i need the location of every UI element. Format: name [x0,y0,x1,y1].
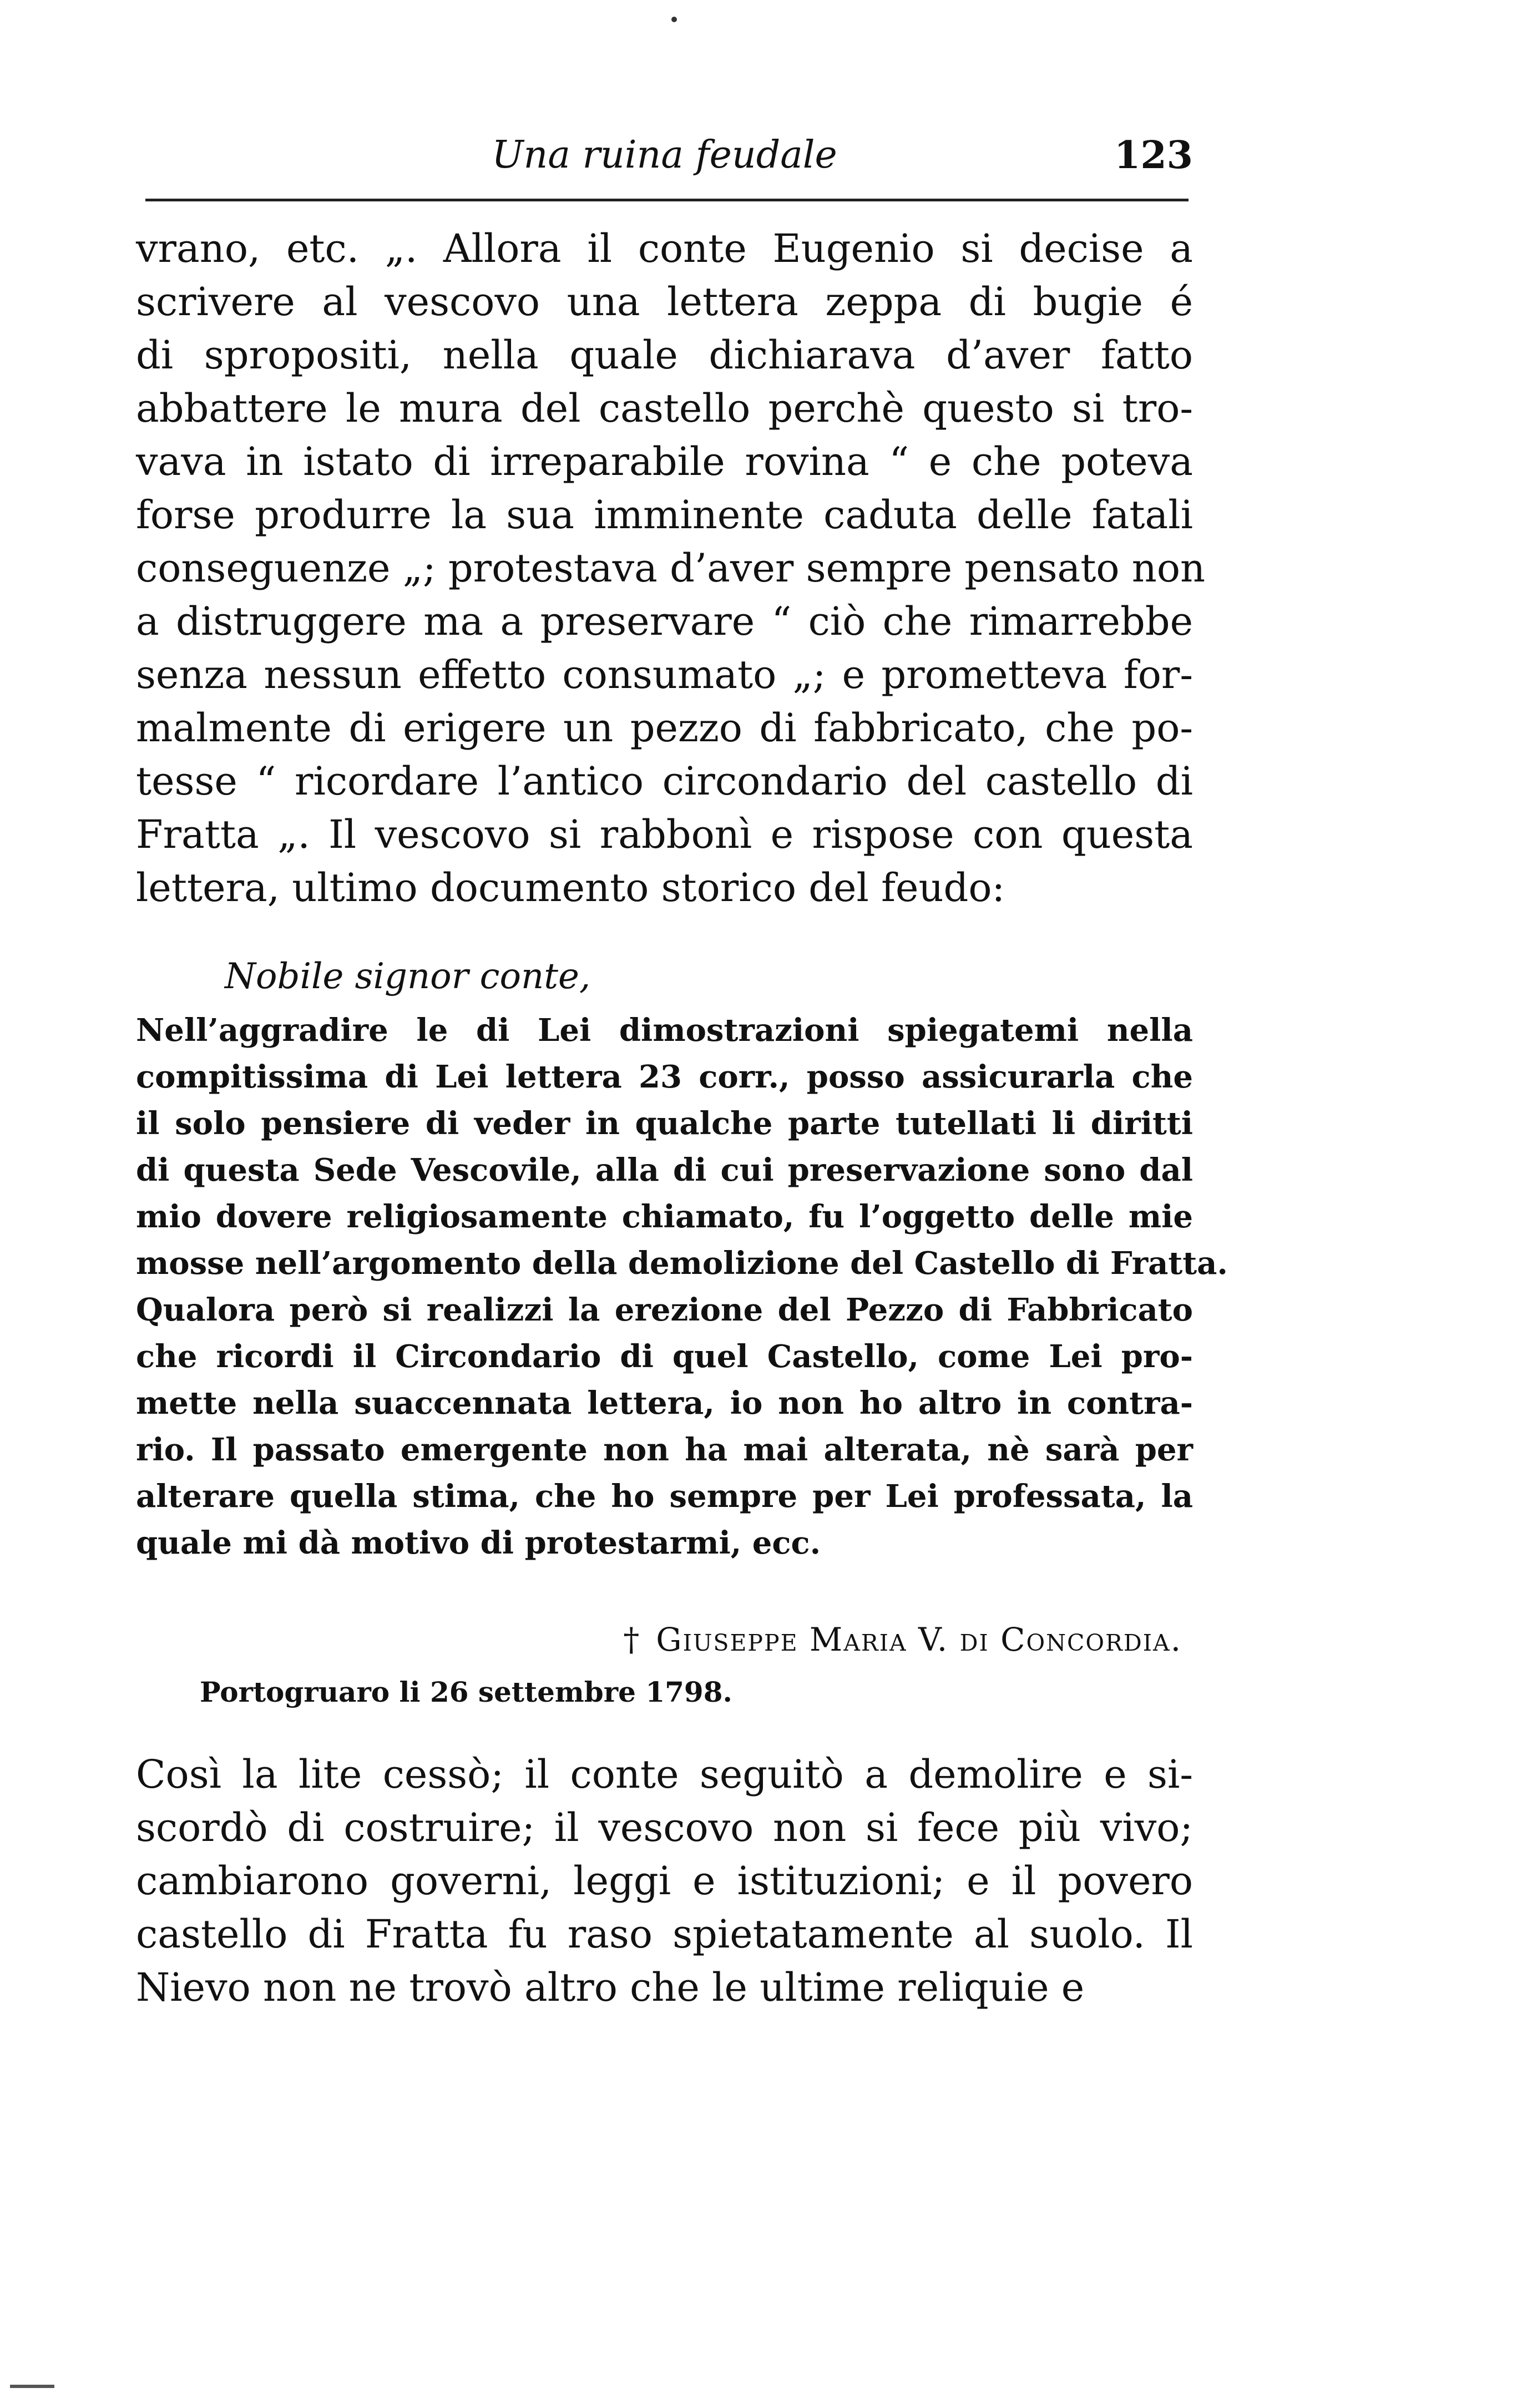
text-line: castello di Fratta fu raso spietatamente al suolo. Il [136,1911,1193,1957]
text-line: di spropositi, nella quale dichiarava d’aver fatto [136,332,1193,378]
letter-signature [488,1612,1182,1667]
letter-line: rio. Il passato emergente non ha mai alterata, nè sarà per [136,1431,1193,1468]
text-line: Fratta „. Il vescovo si rabbonì e rispose con questa [136,812,1193,857]
dagger-mark: † [623,1621,641,1658]
page-header [136,125,1193,186]
letter-line: Nell’aggradire le di Lei dimostrazioni spiegatemi nella [136,1012,1193,1049]
letter-line: quale mi dà motivo di protestarmi, ecc. [136,1525,821,1561]
paragraph-top [136,222,1206,914]
text-line: malmente di erigere un pezzo di fabbricato, che po- [136,705,1193,751]
text-line: a distruggere ma a preservare “ ciò che rimarrebbe [136,599,1193,644]
letter-line: Qualora però si realizzi la erezione del Pezzo di Fabbricato [136,1292,1193,1328]
paragraph-bottom [136,1748,1193,2014]
text-line: vrano, etc. „. Allora il conte Eugenio si decise a [136,226,1193,271]
letter-line: che ricordi il Circondario di quel Castello, come Lei pro- [136,1338,1193,1375]
page-number: 123 [1114,133,1193,178]
letter-line: mio dovere religiosamente chiamato, fu l’oggetto delle mie [136,1198,1193,1235]
letter-line: alterare quella stima, che ho sempre per Lei professata, la [136,1478,1193,1515]
text-line: scordò di costruire; il vescovo non si fece più vivo; [136,1805,1193,1850]
text-line: scrivere al vescovo una lettera zeppa di bugie é [136,279,1193,325]
text-line: Nievo non ne trovò altro che le ultime reliquie e [136,1965,1085,2010]
letter-line: di questa Sede Vescovile, alla di cui preservazione sono dal [136,1152,1193,1188]
quoted-letter [136,1007,1228,1566]
print-speck [671,17,677,22]
letter-line: il solo pensiere di veder in qualche parte tutellati li diritti [136,1105,1193,1142]
signature-text: Giuseppe Maria V. di Concordia. [656,1621,1182,1658]
text-line: senza nessun effetto consumato „; e prometteva for- [136,652,1193,697]
letter-salutation: Nobile signor conte, [225,956,591,997]
text-line: lettera, ultimo documento storico del feudo: [136,865,1005,910]
running-title: Una ruina feudale [492,133,837,177]
text-line: cambiarono governi, leggi e istituzioni; e il povero [136,1858,1193,1904]
text-line: conseguenze „; protestava d’aver sempre pensato non [136,545,1206,591]
letter-dateline: Portogruaro li 26 settembre 1798. [200,1676,732,1708]
letter-line: compitissima di Lei lettera 23 corr., posso assicurarla che [136,1059,1193,1095]
header-rule [145,199,1189,201]
scan-edge-mark [10,2385,54,2388]
text-line: Così la lite cessò; il conte seguitò a demolire e si- [136,1752,1193,1797]
text-line: forse produrre la sua imminente caduta delle fatali [136,492,1193,538]
text-line: abbattere le mura del castello perchè questo si tro- [136,386,1193,431]
text-line: vava in istato di irreparabile rovina “ e che poteva [136,439,1193,484]
letter-line: mosse nell’argomento della demolizione del Castello di Fratta. [136,1245,1228,1282]
letter-line: mette nella suaccennata lettera, io non ho altro in contra- [136,1385,1193,1421]
text-line: tesse “ ricordare l’antico circondario del castello di [136,758,1193,804]
